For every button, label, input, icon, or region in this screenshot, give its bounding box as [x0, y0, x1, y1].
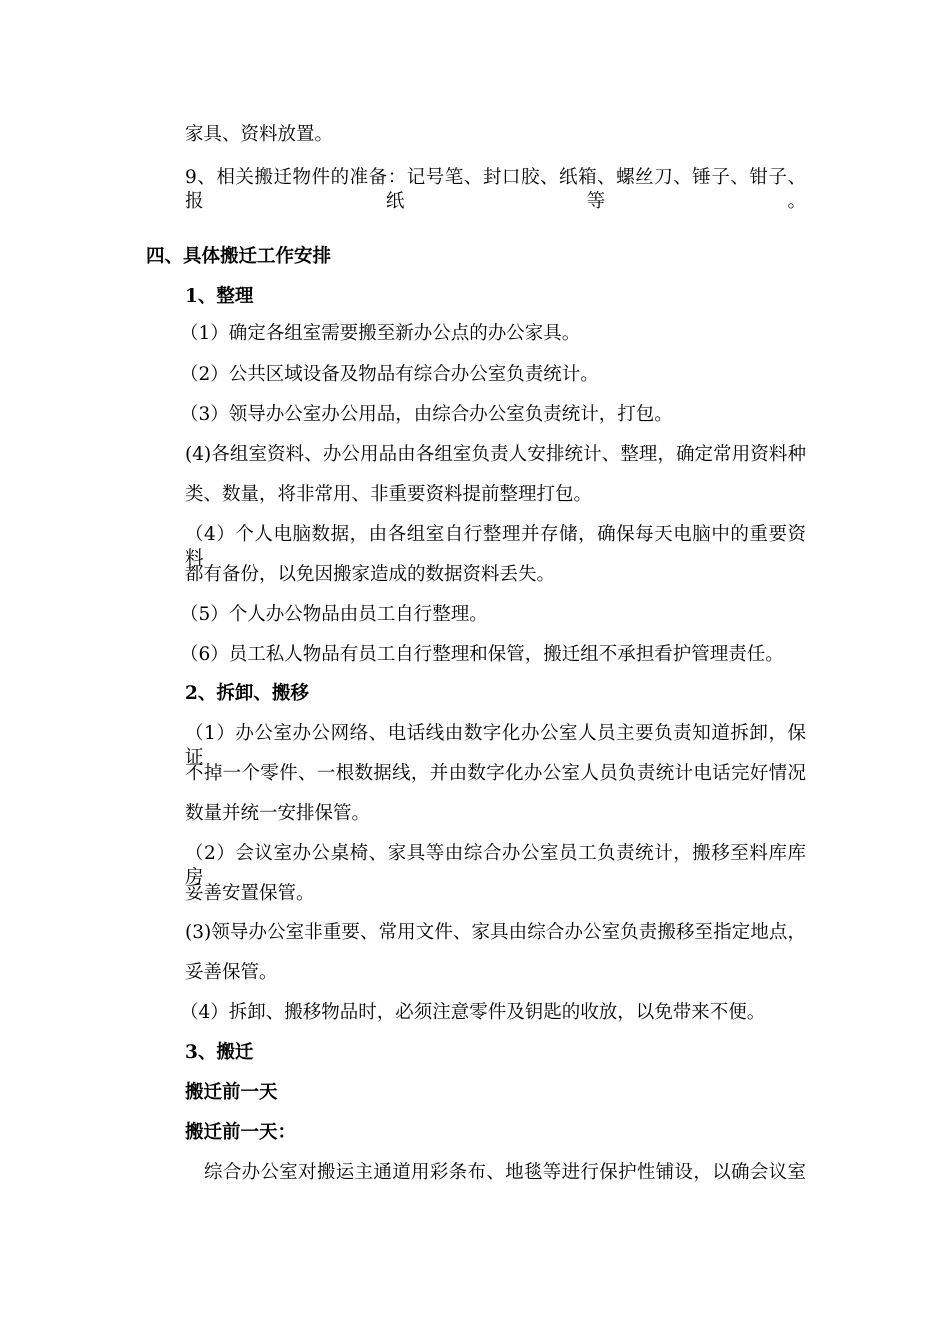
list-item-continuation: 都有备份，以免因搬家造成的数据资料丢失。	[185, 564, 556, 585]
list-item-continuation: 妥善保管。	[185, 962, 278, 983]
section-heading: 四、具体搬迁工作安排	[146, 246, 332, 267]
list-item: （5）个人办公物品由员工自行整理。	[180, 604, 488, 625]
list-item-continuation: 不掉一个零件、一根数据线，并由数字化办公室人员负责统计电话完好情况	[185, 763, 806, 784]
list-item: （4）个人电脑数据，由各组室自行整理并存储，确保每天电脑中的重要资料	[185, 524, 806, 569]
paragraph-line: 家具、资料放置。	[185, 124, 334, 145]
subsection-heading: 2、拆卸、搬移	[185, 683, 309, 704]
list-item-continuation: 类、数量，将非常用、非重要资料提前整理打包。	[185, 484, 593, 505]
subheading: 搬迁前一天	[185, 1082, 278, 1103]
subheading: 搬迁前一天：	[185, 1122, 297, 1143]
list-item: (4)各组室资料、办公用品由各组室负责人安排统计、整理，确定常用资料种	[185, 444, 806, 465]
list-item: （1）确定各组室需要搬至新办公点的办公家具。	[180, 323, 581, 344]
list-item: （2）公共区域设备及物品有综合办公室负责统计。	[180, 364, 599, 385]
list-item: (3)领导办公室非重要、常用文件、家具由综合办公室负责搬移至指定地点，	[185, 922, 806, 943]
subsection-heading: 1、整理	[185, 286, 254, 307]
list-item: （2）会议室办公桌椅、家具等由综合办公室员工负责统计，搬移至料库库房	[185, 843, 806, 888]
subsection-heading: 3、搬迁	[185, 1042, 254, 1063]
paragraph-line: 综合办公室对搬运主通道用彩条布、地毯等进行保护性铺设，以确会议室	[204, 1162, 806, 1183]
list-item: （3）领导办公室办公用品，由综合办公室负责统计，打包。	[180, 404, 673, 425]
paragraph-line: 9、相关搬迁物件的准备：记号笔、封口胶、纸箱、螺丝刀、锤子、钳子、报纸等。	[185, 167, 806, 212]
list-item-continuation: 数量并统一安排保管。	[185, 803, 371, 824]
list-item: （1）办公室办公网络、电话线由数字化办公室人员主要负责知道拆卸，保证	[185, 723, 806, 768]
list-item-continuation: 妥善安置保管。	[185, 883, 315, 904]
list-item: （4）拆卸、搬移物品时，必须注意零件及钥匙的收放，以免带来不便。	[180, 1002, 766, 1023]
list-item: （6）员工私人物品有员工自行整理和保管，搬迁组不承担看护管理责任。	[180, 644, 784, 665]
